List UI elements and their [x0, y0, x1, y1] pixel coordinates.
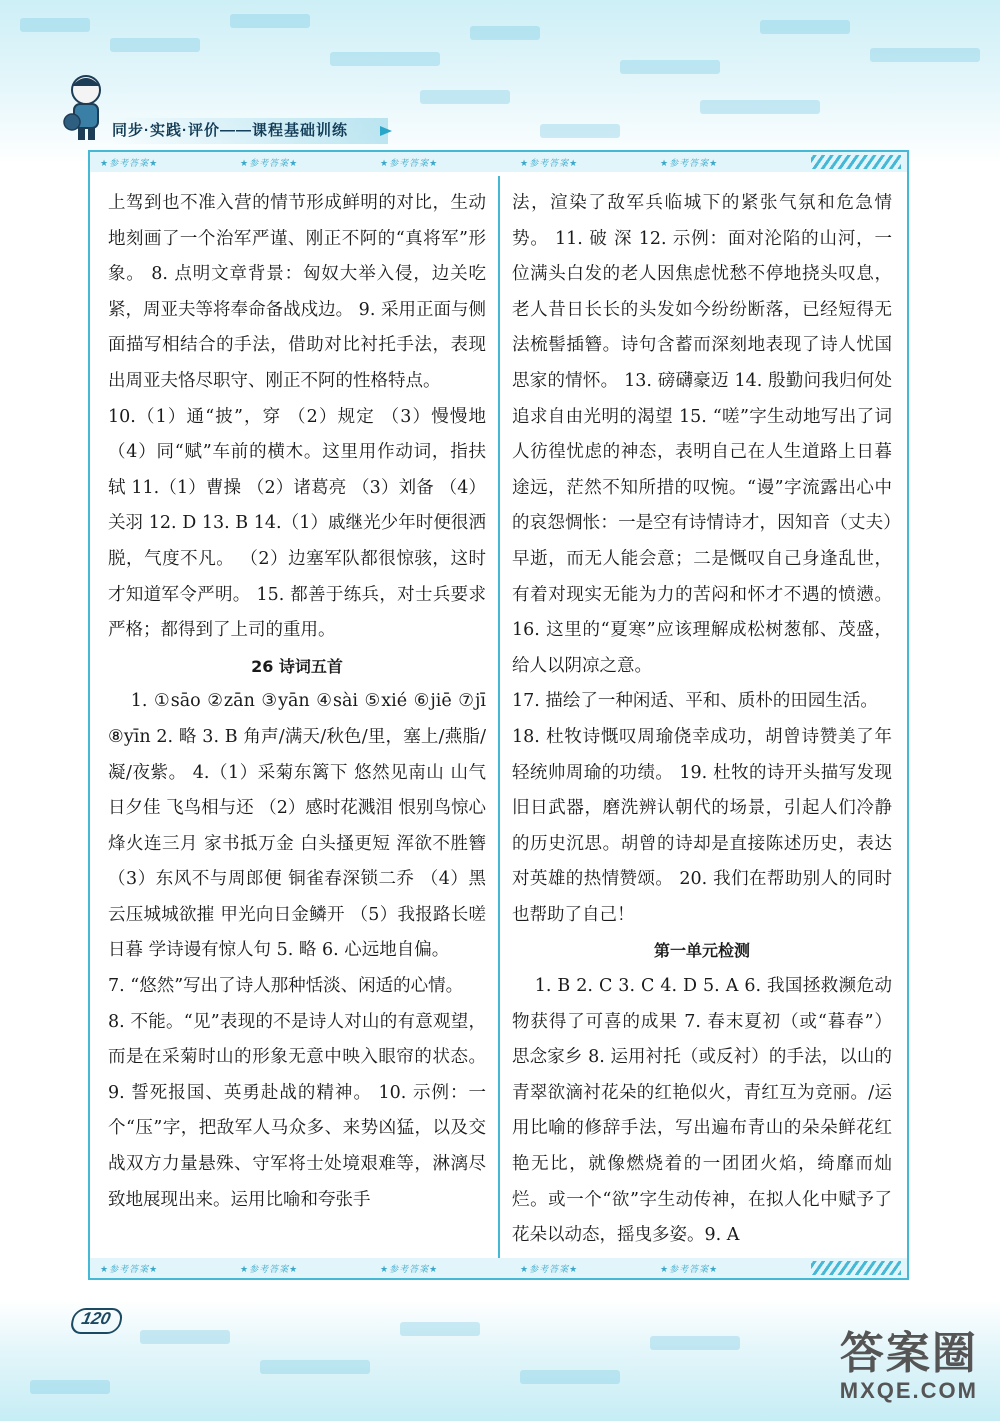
answer-paragraph: 上驾到也不准入营的情节形成鲜明的对比，生动地刻画了一个治军严谨、刚正不阿的“真将军”形象。 8. 点明文章背景：匈奴大举入侵，边关吃紧，周亚夫等将奉命备战戍边。 9. 采用正面与侧面描写相结合的手法，借助对比衬托手法，表现出周亚夫恪尽职守、刚正不阿的性格特点。 — [108, 193, 486, 391]
strip-tag: ★参考答案★ — [380, 1265, 439, 1275]
strip-tag: ★参考答案★ — [100, 1265, 159, 1275]
answer-paragraph: 18. 杜牧诗慨叹周瑜侥幸成功，胡曾诗赞美了年轻统帅周瑜的功绩。 19. 杜牧的诗开头描写发现旧日武器，磨洗辨认朝代的场景，引起人们冷静的历史沉思。胡曾的诗却是直接陈述历史，表达对英雄的热情赞颂。 20. 我们在帮助别人的同时也帮助了自己！ — [512, 726, 892, 925]
strip-tag: ★参考答案★ — [660, 159, 719, 169]
series-title: 同步·实践·评价——课程基础训练 — [112, 118, 388, 144]
strip-tag: ★参考答案★ — [380, 159, 439, 169]
answer-paragraph: 8. 不能。“见”表现的不是诗人对山的有意观望，而是在采菊时山的形象无意中映入眼帘的状态。 9. 誓死报国、英勇赴战的精神。 10. 示例：一个“压”字，把敌军人马众多、来势凶猛，以及交战双方力量悬殊、守军将士处境艰难等，淋漓尽致地展现出来。运用比喻和夸张手 — [108, 1011, 486, 1210]
section-heading: 26 诗词五首 — [251, 656, 343, 676]
hatch-decoration — [811, 1261, 901, 1275]
column-divider — [498, 176, 500, 1258]
strip-tag: ★参考答案★ — [520, 159, 579, 169]
top-strip — [90, 152, 907, 172]
answer-paragraph: 法，渲染了敌军兵临城下的紧张气氛和危急情势。 11. 破 深 12. 示例：面对沦陷的山河，一位满头白发的老人因焦虑忧愁不停地挠头叹息，老人昔日长长的头发如今纷纷断落，已经短得无法梳髻插簪。诗句含蓄而深刻地表现了诗人忧国思家的情怀。 13. 磅礴豪迈 14. 殷勤问我归何处 追求自由光明的渴望 15. “嗟”字生动地写出了词人彷徨忧虑的神态，表明自己在人生道路上日暮途远，茫然不知所措的叹惋。“谩”字流露出心中的哀怨惆怅：一是空有诗情诗才，因知音（丈夫）早逝，而无人能会意；二是慨叹自己身逢乱世，有着对现实无能为力的苦闷和怀才不遇的愤懑。 16. 这里的“夏寒”应该理解成松树葱郁、茂盛，给人以阴凉之意。 — [512, 193, 892, 676]
hatch-decoration — [811, 155, 901, 169]
strip-tag: ★参考答案★ — [520, 1265, 579, 1275]
mascot-icon — [62, 72, 108, 142]
right-column — [512, 186, 892, 1254]
strip-tag: ★参考答案★ — [240, 159, 299, 169]
answer-paragraph: 1. B 2. C 3. C 4. D 5. A 6. 我国拯救濒危动物获得了可喜的成果 7. 春末夏初（或“暮春”） 思念家乡 8. 运用衬托（或反衬）的手法，以山的青翠欲滴衬花朵的红艳似火，青红互为竞丽。/运用比喻的修辞手法，写出遍布青山的朵朵鲜花红艳无比，就像燃烧着的一团团火焰，绮靡而灿烂。或一个“欲”字生动传神，在拟人化中赋予了花朵以动态，摇曳多姿。9. A — [512, 976, 892, 1246]
site-watermark — [840, 1330, 978, 1404]
left-column — [108, 186, 486, 1218]
answer-paragraph: 7. “悠然”写出了诗人那种恬淡、闲适的心情。 — [108, 976, 464, 997]
arrow-icon — [380, 126, 392, 136]
answer-paragraph: 17. 描绘了一种闲适、平和、质朴的田园生活。 — [512, 691, 878, 712]
answer-paragraph: 1. ①sāo ②zān ③yān ④sài ⑤xié ⑥jiē ⑦jī ⑧yīn 2. 略 3. B 角声/满天/秋色/里，塞上/燕脂/凝/夜紫。 4.（1）采菊东篱下 悠然见南山 山气日夕佳 飞鸟相与还 （2）感时花溅泪 恨别鸟惊心 烽火连三月 家书抵万金 白头搔更短 浑欲不胜簪 （3）东风不与周郎便 铜雀春深锁二乔 （4）黑云压城城欲摧 甲光向日金鳞开 （5）我报路长嗟日暮 学诗谩有惊人句 5. 略 6. 心远地自偏。 — [108, 691, 486, 961]
section-heading: 第一单元检测 — [653, 941, 750, 961]
page-number: 120 — [63, 1304, 129, 1334]
strip-tag: ★参考答案★ — [660, 1265, 719, 1275]
site-mark-title: 答案圈 — [839, 1329, 978, 1378]
strip-tag: ★参考答案★ — [100, 159, 159, 169]
answer-frame — [88, 150, 909, 1280]
strip-tag: ★参考答案★ — [240, 1265, 299, 1275]
bottom-strip — [90, 1258, 907, 1278]
site-mark-url: MXQE.COM — [839, 1378, 978, 1403]
answer-paragraph: 10.（1）通“披”，穿 （2）规定 （3）慢慢地 （4）同“赋”车前的横木。这里用作动词，指扶轼 11.（1）曹操 （2）诸葛亮 （3）刘备 （4）关羽 12. D 13. B 14.（1）戚继光少年时便很洒脱，气度不凡。 （2）边塞军队都很惊骇，这时才知道军令严明。 15. 都善于练兵，对士兵要求严格；都得到了上司的重用。 — [108, 406, 486, 641]
